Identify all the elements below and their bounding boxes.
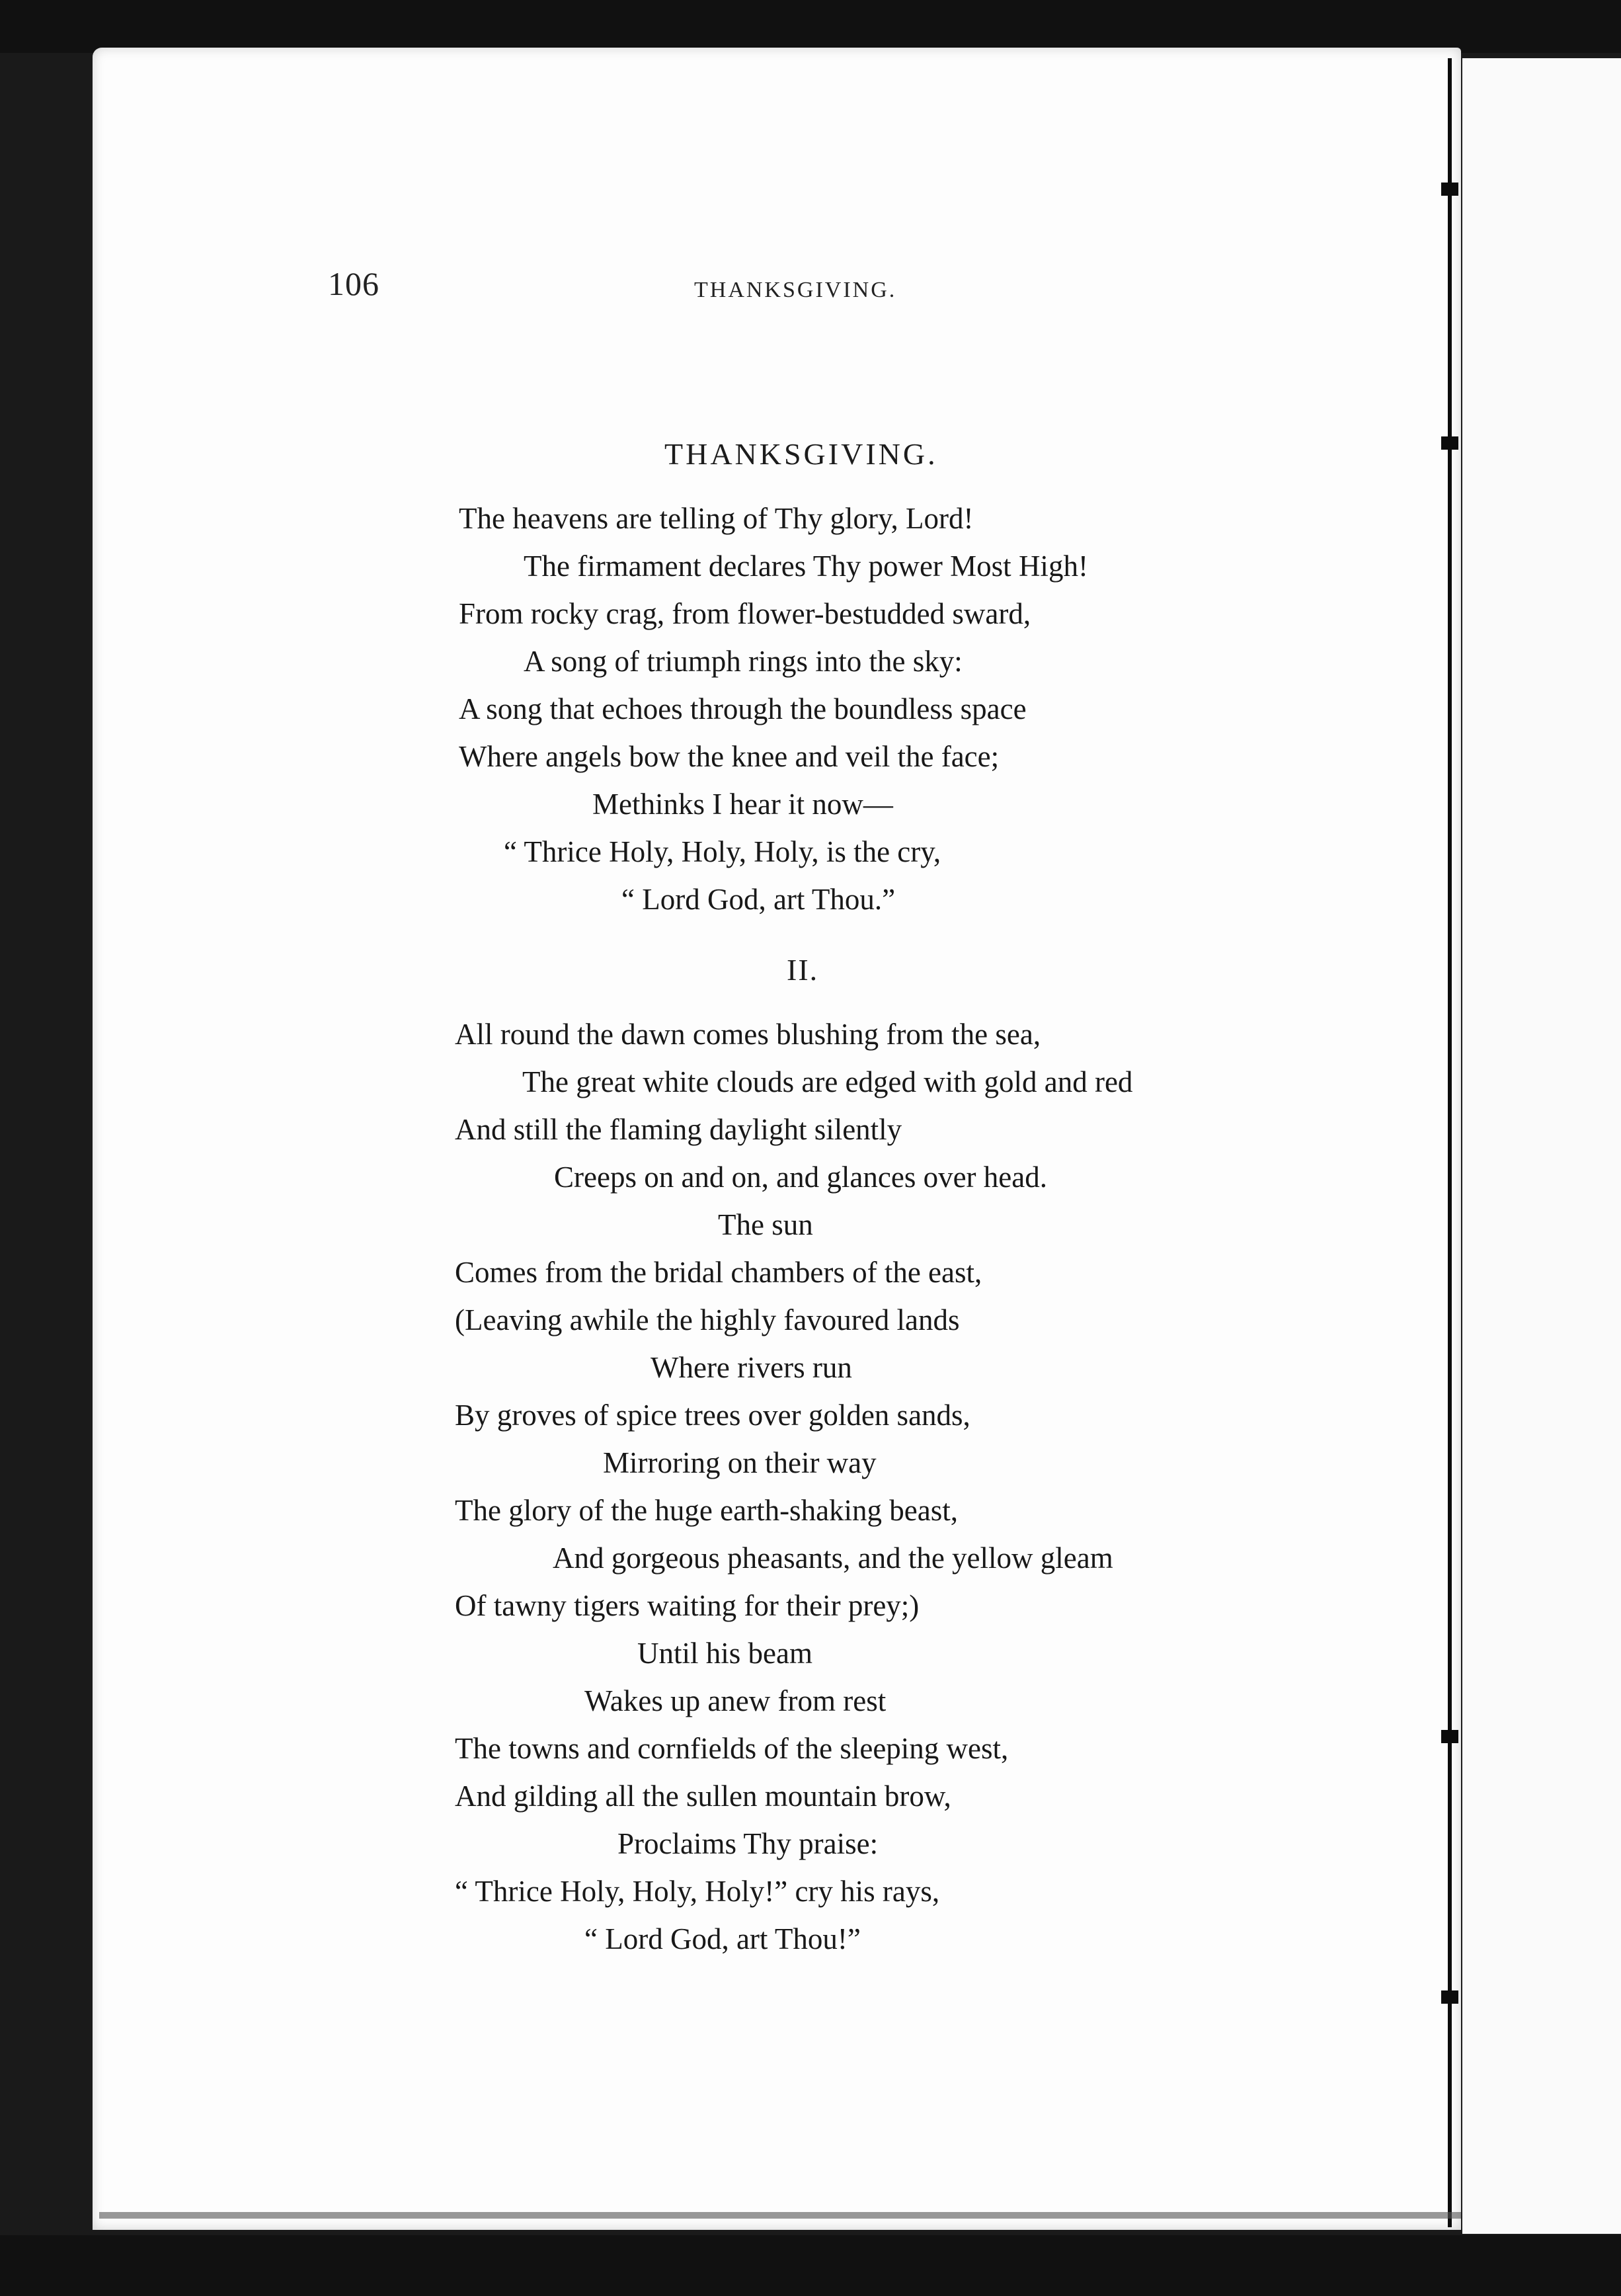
poem-line: Wakes up anew from rest (584, 1684, 887, 1717)
binding-gutter (1448, 58, 1452, 2227)
gutter-mark (1441, 183, 1458, 196)
poem-line: By groves of spice trees over golden sands, (455, 1399, 970, 1432)
poem-line: From rocky crag, from flower-bestudded sward, (459, 597, 1031, 630)
poem-line: The firmament declares Thy power Most High! (524, 550, 1088, 583)
gutter-mark (1441, 1990, 1458, 2004)
poem-line: The great white clouds are edged with gold and red (522, 1065, 1133, 1098)
page-bottom-edge (99, 2212, 1461, 2219)
poem-line: The sun (718, 1208, 813, 1241)
poem-line: “ Lord God, art Thou!” (584, 1922, 861, 1955)
facing-page-edge (1462, 58, 1621, 2234)
poem-line: And gorgeous pheasants, and the yellow gleam (553, 1541, 1113, 1575)
poem-line: And still the flaming daylight silently (455, 1113, 902, 1146)
poem-title: THANKSGIVING. (664, 437, 938, 471)
poem-line: All round the dawn comes blushing from the sea, (455, 1018, 1041, 1051)
gutter-mark (1441, 436, 1458, 450)
page-number: 106 (328, 265, 379, 302)
poem-line: A song that echoes through the boundless space (459, 692, 1027, 725)
poem-line: And gilding all the sullen mountain brow, (455, 1780, 951, 1813)
poem-line: “ Thrice Holy, Holy, Holy, is the cry, (504, 835, 941, 868)
poem-line: (Leaving awhile the highly favoured lands (455, 1303, 960, 1336)
poem-line: Of tawny tigers waiting for their prey;) (455, 1589, 920, 1622)
poem-line: Proclaims Thy praise: (617, 1827, 879, 1860)
poem-line: “ Thrice Holy, Holy, Holy!” cry his rays, (455, 1875, 940, 1908)
poem-line: The towns and cornfields of the sleeping west, (455, 1732, 1009, 1765)
poem-line: Until his beam (637, 1637, 812, 1670)
poem-line: Where rivers run (651, 1351, 852, 1384)
poem-line: Comes from the bridal chambers of the east, (455, 1256, 982, 1289)
poem-line: The glory of the huge earth-shaking beast, (455, 1494, 959, 1527)
poem-line: The heavens are telling of Thy glory, Lord! (459, 502, 974, 535)
gutter-mark (1441, 1730, 1458, 1743)
poem-line: Methinks I hear it now— (592, 788, 893, 821)
poem-line: “ Lord God, art Thou.” (621, 883, 896, 916)
poem-line: Creeps on and on, and glances over head. (554, 1161, 1047, 1194)
scan-border-bottom (0, 2235, 1621, 2296)
scan-border-top (0, 0, 1621, 53)
section-numeral: II. (787, 953, 819, 987)
poem-line: A song of triumph rings into the sky: (524, 645, 963, 678)
poem-line: Where angels bow the knee and veil the face; (459, 740, 1000, 773)
poem-line: Mirroring on their way (603, 1446, 877, 1479)
running-title: THANKSGIVING. (694, 278, 897, 302)
